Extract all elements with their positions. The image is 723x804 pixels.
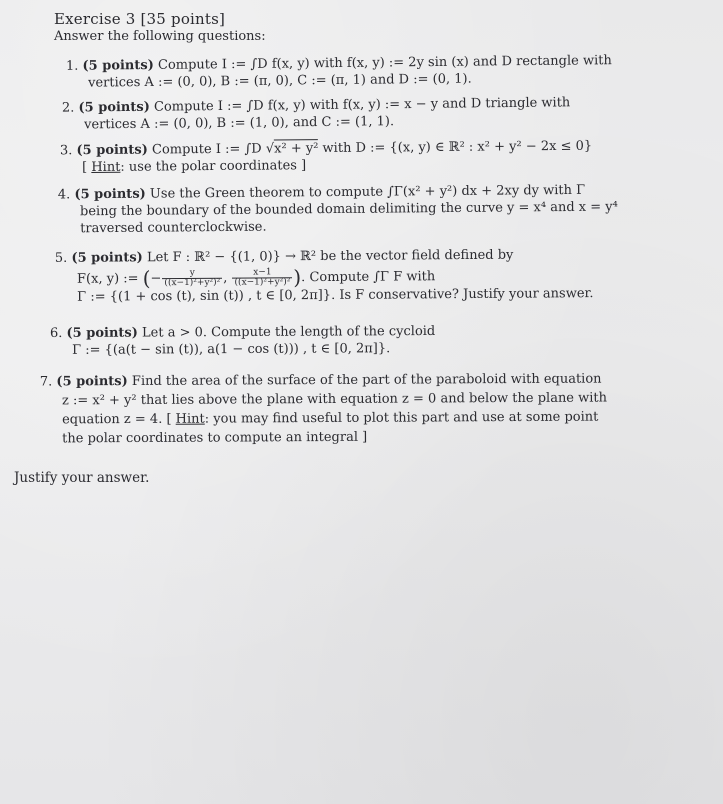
question-2	[62, 94, 571, 133]
question-text: Compute I := ∫D f(x, y) with f(x, y) := 2y sin (x) and D rectangle with	[157, 53, 612, 73]
paren-open: (	[142, 266, 151, 291]
footer-instruction: Justify your answer.	[14, 470, 150, 486]
fraction-first: $\frac{y}{\text{((x−1)²+y²)²}}$	[162, 269, 222, 288]
paren-close: )	[293, 265, 302, 290]
question-points: (5 points)	[56, 374, 128, 390]
question-4	[58, 182, 618, 238]
field-definition: F(x, y) :=	[76, 271, 143, 287]
question-points: (5 points)	[66, 325, 138, 341]
fraction-second: $\frac{x-1}{\text{((x−1)²+y²)²}}$	[232, 268, 292, 287]
question-5: 5. (5 points) Let F : ℝ² − {(1, 0)} → ℝ² be the vector field defined by F(x, y) := (− $\frac{y}{\text{((x−1)²+y²)²}}$ , $\frac{x-1}{\text{((x−1)²+y²)²}}$ ). Compute ∫Γ F with Γ := {(1 + cos (t), sin (t)) , t ∈ [0, 2π]}. Is F conservative? Justify your answer.	[54, 247, 594, 305]
question-text-cont: equation z = 4. [	[62, 411, 176, 428]
question-points: (5 points)	[78, 99, 150, 116]
question-text: Find the area of the surface of the part of the paraboloid with equation	[131, 371, 602, 390]
question-points: (5 points)	[71, 250, 143, 266]
question-text: Use the Green theorem to compute ∫Γ(x² + y²) dx + 2xy dy with Γ	[149, 182, 586, 202]
question-text: Compute I := ∫D f(x, y) with f(x, y) := x − y and D triangle with	[153, 95, 571, 115]
question-text-cont: Γ := {(1 + cos (t), sin (t)) , t ∈ [0, 2π]}. Is F conservative? Justify your answer.	[77, 286, 594, 305]
sqrt-radicand: x² + y²	[274, 141, 319, 157]
bracket-open: [	[82, 160, 92, 176]
question-points: (5 points)	[74, 186, 146, 203]
question-points: (5 points)	[82, 57, 154, 74]
question-number: 3.	[59, 143, 73, 159]
question-number: 7.	[39, 374, 53, 390]
hint-label: Hint	[91, 159, 121, 176]
question-text-tail: with D := {(x, y) ∈ ℝ² : x² + y² − 2x ≤ 0}	[318, 138, 593, 157]
exercise-title: Exercise 3 [35 points]	[54, 10, 226, 28]
question-text-cont: z := x² + y² that lies above the plane with equation z = 0 and below the plane with	[61, 390, 608, 409]
question-text: Let F : ℝ² − {(1, 0)} → ℝ² be the vector field defined by	[146, 247, 514, 266]
question-text-cont: traversed counterclockwise.	[80, 219, 267, 237]
question-text: Compute I := ∫D	[151, 141, 266, 158]
question-6	[50, 323, 435, 359]
question-number: 6.	[49, 325, 63, 342]
question-text-cont: . Compute ∫Γ F with	[301, 269, 436, 286]
question-number: 1.	[65, 58, 79, 74]
question-points: (5 points)	[76, 142, 148, 159]
question-number: 4.	[57, 187, 71, 203]
question-text-cont: vertices A := (0, 0), B := (1, 0), and C := (1, 1).	[84, 114, 395, 133]
hint-label: Hint	[175, 411, 205, 427]
question-text-cont: Γ := {(a(t − sin (t)), a(1 − cos (t))) , t ∈ [0, 2π]}.	[72, 341, 391, 358]
question-text-cont: the polar coordinates to compute an integral ]	[62, 429, 368, 447]
question-text-cont: vertices A := (0, 0), B := (π, 0), C := (π, 1) and D := (0, 1).	[88, 71, 472, 91]
hint-text: : you may find useful to plot this part and use at some point	[204, 409, 599, 427]
question-number: 2.	[61, 100, 75, 116]
question-1	[66, 52, 612, 92]
hint-text: : use the polar coordinates ]	[120, 158, 307, 175]
question-text-cont: being the boundary of the bounded domain delimiting the curve y = x⁴ and x = y⁴	[79, 199, 618, 220]
question-7	[40, 370, 607, 449]
question-text: Let a > 0. Compute the length of the cycloid	[141, 323, 436, 341]
sqrt-icon: √	[265, 141, 275, 157]
question-3	[60, 138, 592, 177]
question-number: 5.	[54, 250, 68, 266]
exercise-instructions: Answer the following questions:	[54, 29, 266, 44]
